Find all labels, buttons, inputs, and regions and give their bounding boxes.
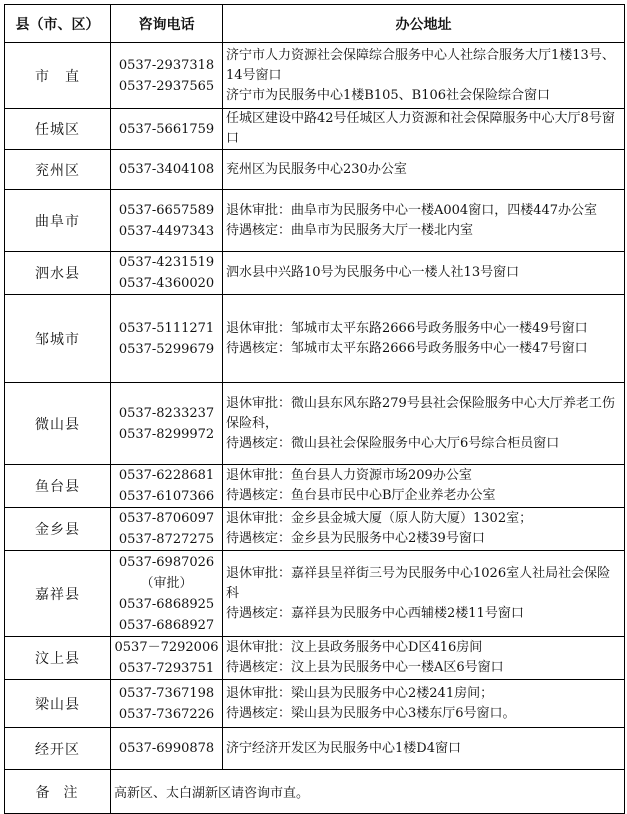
phone-cell bbox=[111, 465, 223, 508]
address-cell bbox=[223, 295, 625, 383]
address-cell bbox=[223, 190, 625, 252]
header-phone: 咨询电话 bbox=[111, 5, 223, 43]
phone-number: 0537-6868927 bbox=[118, 617, 215, 633]
phone-number: 0537-7367198 bbox=[118, 685, 215, 701]
address-line: 退休审批：嘉祥县呈祥街三号为民服务中心1026室人社局社会保险科 bbox=[226, 565, 611, 601]
phone-number: 0537-7367226 bbox=[118, 706, 215, 722]
address-line: 退休审批：微山县东风东路279号县社会保险服务中心大厅养老工伤保险科， bbox=[226, 395, 615, 431]
address-line: 济宁市为民服务中心1楼B105、B106社会保险综合窗口 bbox=[226, 87, 551, 103]
phone-number: 0537-6868925 bbox=[118, 596, 215, 612]
address-line: 济宁市人力资源社会保障综合服务中心人社综合服务大厅1楼13号、14号窗口 bbox=[226, 47, 615, 83]
phone-cell bbox=[111, 190, 223, 252]
phone-cell bbox=[111, 252, 223, 295]
phone-cell bbox=[111, 383, 223, 465]
address-line: 待遇核定：汶上县为民服务中心一楼A区6号窗口 bbox=[226, 660, 504, 675]
county-cell: 嘉祥县 bbox=[5, 551, 111, 637]
address-cell bbox=[223, 383, 625, 465]
address-cell bbox=[223, 252, 625, 295]
phone-number: 0537-4360020 bbox=[118, 276, 215, 291]
county-cell: 任城区 bbox=[5, 109, 111, 150]
county-cell: 汶上县 bbox=[5, 637, 111, 680]
phone-cell bbox=[111, 680, 223, 728]
phone-number: 0537-8706097 bbox=[118, 511, 215, 526]
table-row bbox=[5, 295, 625, 383]
phone-number: 0537-6987026 bbox=[118, 554, 215, 570]
phone-number: 0537-6107366 bbox=[118, 489, 215, 504]
note-text: 高新区、太白湖新区请咨询市直。 bbox=[111, 770, 625, 814]
phone-cell bbox=[111, 637, 223, 680]
phone-cell bbox=[111, 508, 223, 551]
phone-number: 0537-6990878 bbox=[118, 741, 215, 756]
county-cell: 曲阜市 bbox=[5, 190, 111, 252]
county-cell: 市 直 bbox=[5, 43, 111, 109]
phone-number: 0537-5111271 bbox=[118, 320, 215, 336]
address-line: 退休审批：汶上县政务服务中心D区416房间 bbox=[226, 640, 483, 655]
address-line: 退休审批：曲阜市为民服务中心一楼A004窗口，四楼447办公室 bbox=[226, 202, 598, 218]
phone-number: 0537-8233237 bbox=[118, 405, 215, 421]
county-cell: 鱼台县 bbox=[5, 465, 111, 508]
phone-number: 0537-6657589 bbox=[118, 202, 215, 218]
address-cell bbox=[223, 109, 625, 150]
address-cell bbox=[223, 465, 625, 508]
address-cell bbox=[223, 150, 625, 190]
note-row bbox=[5, 770, 625, 814]
phone-number: （审批） bbox=[140, 575, 193, 591]
phone-number: 0537-2937565 bbox=[118, 78, 215, 94]
address-line: 任城区建设中路42号任城区人力资源和社会保障服务中心大厅8号窗口 bbox=[226, 111, 615, 146]
address-line: 待遇核定：曲阜市为民服务大厅一楼北内室 bbox=[226, 222, 474, 238]
phone-cell bbox=[111, 43, 223, 109]
phone-number: 0537-3404108 bbox=[118, 162, 215, 177]
phone-cell bbox=[111, 150, 223, 190]
phone-number: 0537-5661759 bbox=[118, 121, 215, 137]
address-line: 退休审批：梁山县为民服务中心2楼241房间； bbox=[226, 685, 494, 701]
address-cell bbox=[223, 551, 625, 637]
address-cell bbox=[223, 680, 625, 728]
phone-number: 0537-8299972 bbox=[118, 426, 215, 442]
county-cell: 经开区 bbox=[5, 728, 111, 770]
county-cell: 泗水县 bbox=[5, 252, 111, 295]
phone-cell bbox=[111, 295, 223, 383]
county-cell: 邹城市 bbox=[5, 295, 111, 383]
table-row bbox=[5, 252, 625, 295]
address-line: 待遇核定：梁山县为民服务中心3楼东厅6号窗口。 bbox=[226, 705, 516, 721]
county-cell: 兖州区 bbox=[5, 150, 111, 190]
table-row bbox=[5, 551, 625, 637]
header-row bbox=[5, 5, 625, 43]
phone-number: 0537-5299679 bbox=[118, 341, 215, 357]
phone-number: 0537-4231519 bbox=[118, 255, 215, 270]
phone-cell bbox=[111, 728, 223, 770]
office-directory-table bbox=[4, 4, 625, 814]
phone-number: 0537-7293751 bbox=[118, 661, 215, 676]
address-line: 泗水县中兴路10号为民服务中心一楼人社13号窗口 bbox=[226, 265, 520, 280]
table-row bbox=[5, 465, 625, 508]
phone-cell bbox=[111, 109, 223, 150]
table-row bbox=[5, 190, 625, 252]
address-line: 济宁经济开发区为民服务中心1楼D4窗口 bbox=[226, 740, 461, 756]
address-line: 退休审批：邹城市太平东路2666号政务服务中心一楼49号窗口 bbox=[226, 320, 588, 336]
address-line: 待遇核定：鱼台县市民中心B厅企业养老办公室 bbox=[226, 488, 496, 503]
address-cell bbox=[223, 508, 625, 551]
header-address: 办公地址 bbox=[223, 5, 625, 43]
table-row bbox=[5, 728, 625, 770]
note-label: 备注 bbox=[5, 770, 111, 814]
county-cell: 梁山县 bbox=[5, 680, 111, 728]
address-cell bbox=[223, 43, 625, 109]
table-row bbox=[5, 383, 625, 465]
table-row bbox=[5, 680, 625, 728]
table-row bbox=[5, 508, 625, 551]
table-row bbox=[5, 637, 625, 680]
table-row bbox=[5, 150, 625, 190]
address-line: 待遇核定：邹城市太平东路2666号政务服务中心一楼47号窗口 bbox=[226, 340, 588, 356]
address-line: 兖州区为民服务中心230办公室 bbox=[226, 161, 407, 177]
phone-number: 0537-4497343 bbox=[118, 223, 215, 239]
address-line: 退休审批：金乡县金城大厦（原人防大厦）1302室； bbox=[226, 511, 533, 526]
address-line: 退休审批：鱼台县人力资源市场209办公室 bbox=[226, 468, 472, 483]
phone-cell bbox=[111, 551, 223, 637]
phone-number: 0537-6228681 bbox=[118, 468, 215, 483]
county-cell: 微山县 bbox=[5, 383, 111, 465]
header-county: 县（市、区） bbox=[5, 5, 111, 43]
phone-number: 0537-8727275 bbox=[118, 532, 215, 547]
address-line: 待遇核定：嘉祥县为民服务中心西辅楼2楼11号窗口 bbox=[226, 605, 524, 621]
address-line: 待遇核定：微山县社会保险服务中心大厅6号综合柜员窗口 bbox=[226, 435, 560, 451]
county-cell: 金乡县 bbox=[5, 508, 111, 551]
table-row bbox=[5, 43, 625, 109]
phone-number: 0537-2937318 bbox=[118, 57, 215, 73]
address-cell bbox=[223, 637, 625, 680]
table-row bbox=[5, 109, 625, 150]
phone-number: 0537－7292006 bbox=[114, 640, 219, 655]
address-cell bbox=[223, 728, 625, 770]
address-line: 待遇核定：金乡县为民服务中心2楼39号窗口 bbox=[226, 531, 485, 546]
